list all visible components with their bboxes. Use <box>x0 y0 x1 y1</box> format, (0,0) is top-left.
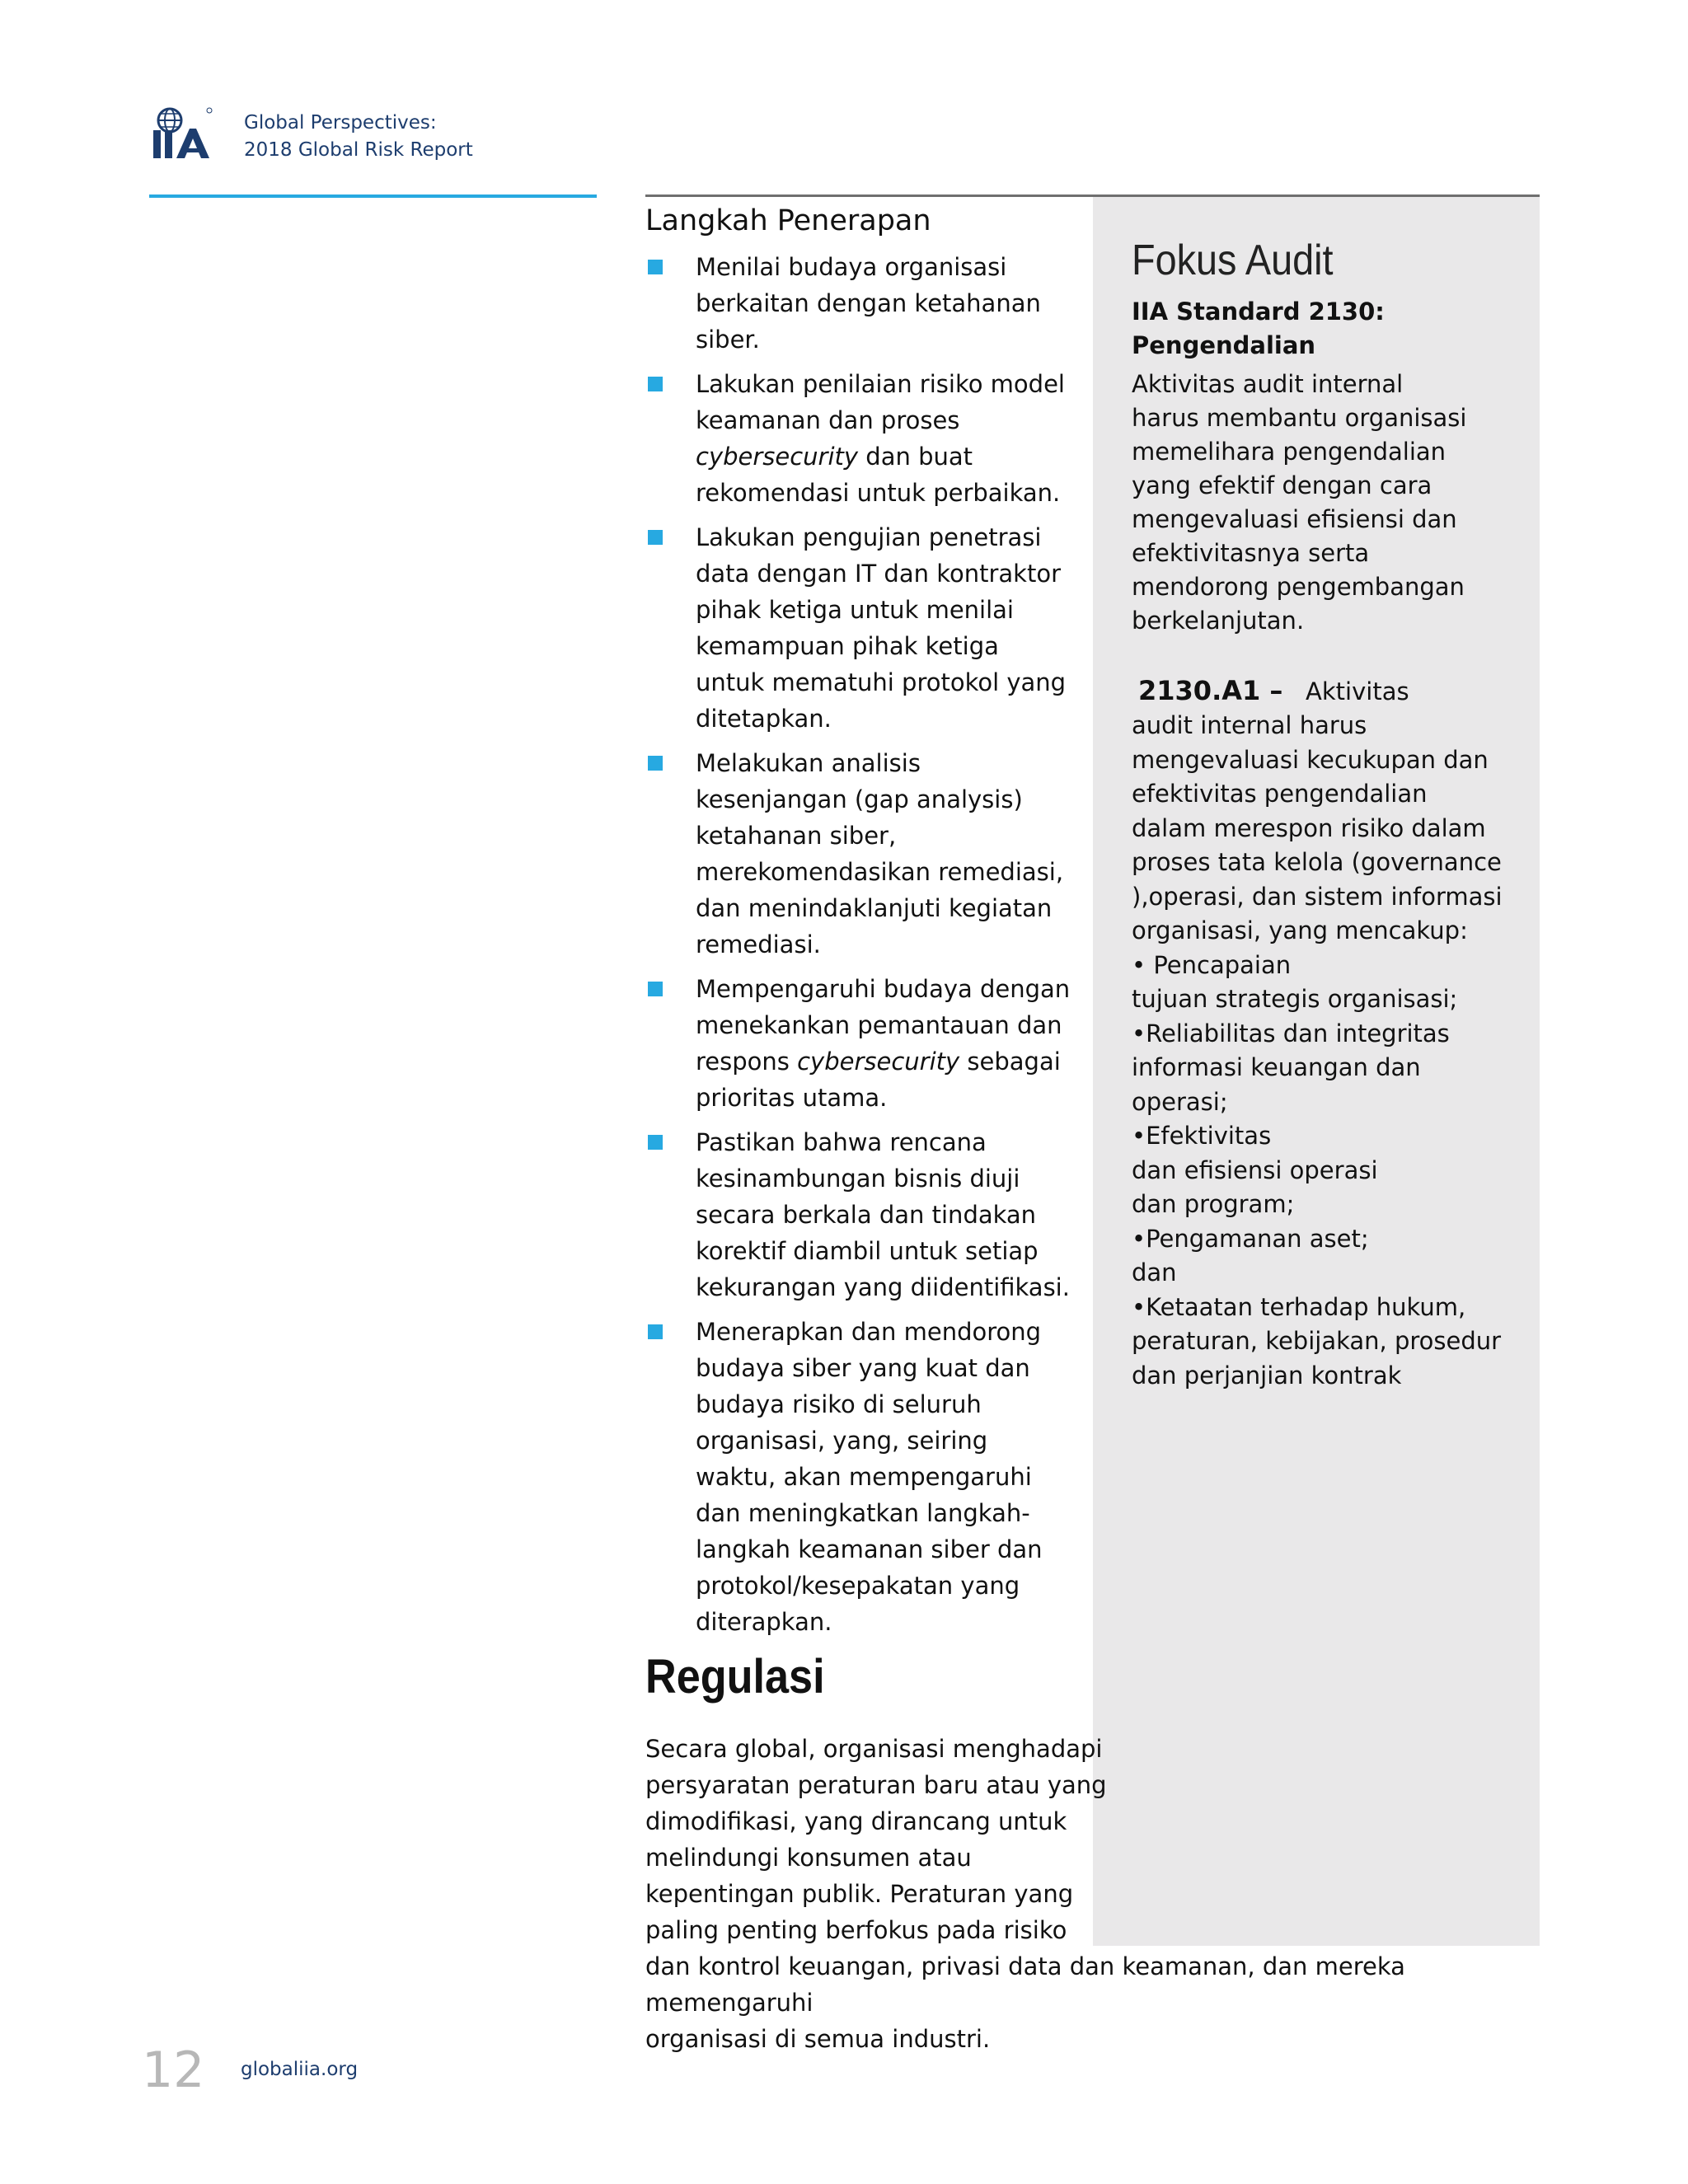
regulasi-line: Secara global, organisasi menghadapi <box>645 1735 1103 1763</box>
regulasi-line: dan kontrol keuangan, privasi data dan keamanan, dan mereka memengaruhi <box>645 1952 1405 2017</box>
list-item: Pastikan bahwa rencana kesinambungan bisnis diuji secara berkala dan tindakan korektif diambil untuk setiap kekurangan yang diidentifikasi. <box>645 1124 1074 1305</box>
a1-line: mengevaluasi kecukupan dan <box>1132 745 1489 774</box>
sidebar-content <box>1132 234 1519 1393</box>
description-line: harus membantu organisasi <box>1132 404 1467 432</box>
list-item: Lakukan penilaian risiko model keamanan dan proses cybersecurity dan buat rekomendasi untuk perbaikan. <box>645 366 1074 511</box>
list-item: Mempengaruhi budaya dengan menekankan pemantauan dan respons cybersecurity sebagai prioritas utama. <box>645 971 1074 1116</box>
a1-line: ),operasi, dan sistem informasi <box>1132 882 1503 911</box>
regulasi-line: melindungi konsumen atau <box>645 1844 972 1872</box>
a1-line: dan efisiensi operasi <box>1132 1155 1378 1184</box>
a1-line: •Reliabilitas dan integritas <box>1132 1019 1450 1047</box>
a1-line: dan program; <box>1132 1190 1295 1218</box>
main-column <box>645 203 1074 1648</box>
standard-description <box>1132 368 1519 638</box>
a1-line: peraturan, kebijakan, prosedur <box>1132 1327 1502 1355</box>
a1-line: efektivitas pengendalian <box>1132 780 1428 808</box>
header-line-2: 2018 Global Risk Report <box>244 139 473 161</box>
a1-line: audit internal harus <box>1132 711 1367 739</box>
header-accent-rule <box>149 194 597 198</box>
list-item: Menerapkan dan mendorong budaya siber yang kuat dan budaya risiko di seluruh organisasi, yang, seiring waktu, akan mempengaruhi dan meningkatkan langkah-langkah keamanan siber dan protokol/kesepakatan yang diterapkan. <box>645 1314 1074 1640</box>
standard-title-line-2: Pengendalian <box>1132 331 1316 359</box>
a1-code: 2130.A1 – <box>1138 675 1283 706</box>
a1-line: tujuan strategis organisasi; <box>1132 985 1458 1013</box>
a1-line: • Pencapaian <box>1132 950 1292 979</box>
regulasi-line: persyaratan peraturan baru atau yang <box>645 1771 1107 1799</box>
a1-line: dalam merespon risiko dalam <box>1132 813 1486 842</box>
square-bullet-icon <box>648 982 663 996</box>
a1-heading-line <box>1132 674 1519 709</box>
description-line: efektivitasnya serta <box>1132 539 1370 567</box>
site-url: globaliia.org <box>241 2059 359 2080</box>
a1-body <box>1132 709 1519 1393</box>
description-line: Aktivitas audit internal <box>1132 370 1404 398</box>
page-number: 12 <box>142 2041 205 2099</box>
description-line: yang efektif dengan cara <box>1132 471 1432 499</box>
square-bullet-icon <box>648 1135 663 1150</box>
a1-line: •Pengamanan aset; <box>1132 1224 1369 1253</box>
sidebar-title: Fokus Audit <box>1132 237 1334 284</box>
regulasi-line: kepentingan publik. Peraturan yang <box>645 1880 1074 1908</box>
a1-line: •Ketaatan terhadap hukum, <box>1132 1292 1466 1321</box>
a1-first-text: Aktivitas <box>1306 677 1409 705</box>
iia-logo <box>152 105 214 160</box>
square-bullet-icon <box>648 756 663 771</box>
regulasi-line: paling penting berfokus pada risiko <box>645 1916 1067 1944</box>
regulasi-line: organisasi di semua industri. <box>645 2025 991 2053</box>
header-line-1: Global Perspectives: <box>244 112 437 134</box>
description-line: mengevaluasi efisiensi dan <box>1132 505 1457 533</box>
square-bullet-icon <box>648 530 663 545</box>
a1-line: organisasi, yang mencakup: <box>1132 916 1468 944</box>
list-item: Melakukan analisis kesenjangan (gap analysis) ketahanan siber, merekomendasikan remediasi, dan menindaklanjuti kegiatan remediasi. <box>645 745 1074 963</box>
standard-title-line-1: IIA Standard 2130: <box>1132 298 1385 326</box>
section-subheading: Langkah Penerapan <box>645 204 931 237</box>
a1-line: dan <box>1132 1258 1177 1286</box>
a1-line: informasi keuangan dan operasi; <box>1132 1053 1421 1116</box>
regulasi-line: dimodifikasi, yang dirancang untuk <box>645 1807 1067 1835</box>
square-bullet-icon <box>648 1324 663 1339</box>
description-line: memelihara pengendalian <box>1132 438 1447 466</box>
square-bullet-icon <box>648 260 663 274</box>
report-header <box>244 110 473 164</box>
a1-line: proses tata kelola (governance <box>1132 848 1502 876</box>
a1-line: dan perjanjian kontrak <box>1132 1361 1402 1390</box>
regulasi-paragraph <box>645 1731 1548 2057</box>
square-bullet-icon <box>648 377 663 391</box>
description-line: mendorong pengembangan <box>1132 573 1465 601</box>
list-item: Menilai budaya organisasi berkaitan dengan ketahanan siber. <box>645 249 1074 358</box>
a1-line: •Efektivitas <box>1132 1122 1272 1150</box>
regulasi-heading: Regulasi <box>645 1650 825 1704</box>
description-line: berkelanjutan. <box>1132 607 1305 635</box>
steps-list <box>645 249 1074 1640</box>
list-item: Lakukan pengujian penetrasi data dengan IT dan kontraktor pihak ketiga untuk menilai kemampuan pihak ketiga untuk mematuhi protokol yang ditetapkan. <box>645 519 1074 737</box>
